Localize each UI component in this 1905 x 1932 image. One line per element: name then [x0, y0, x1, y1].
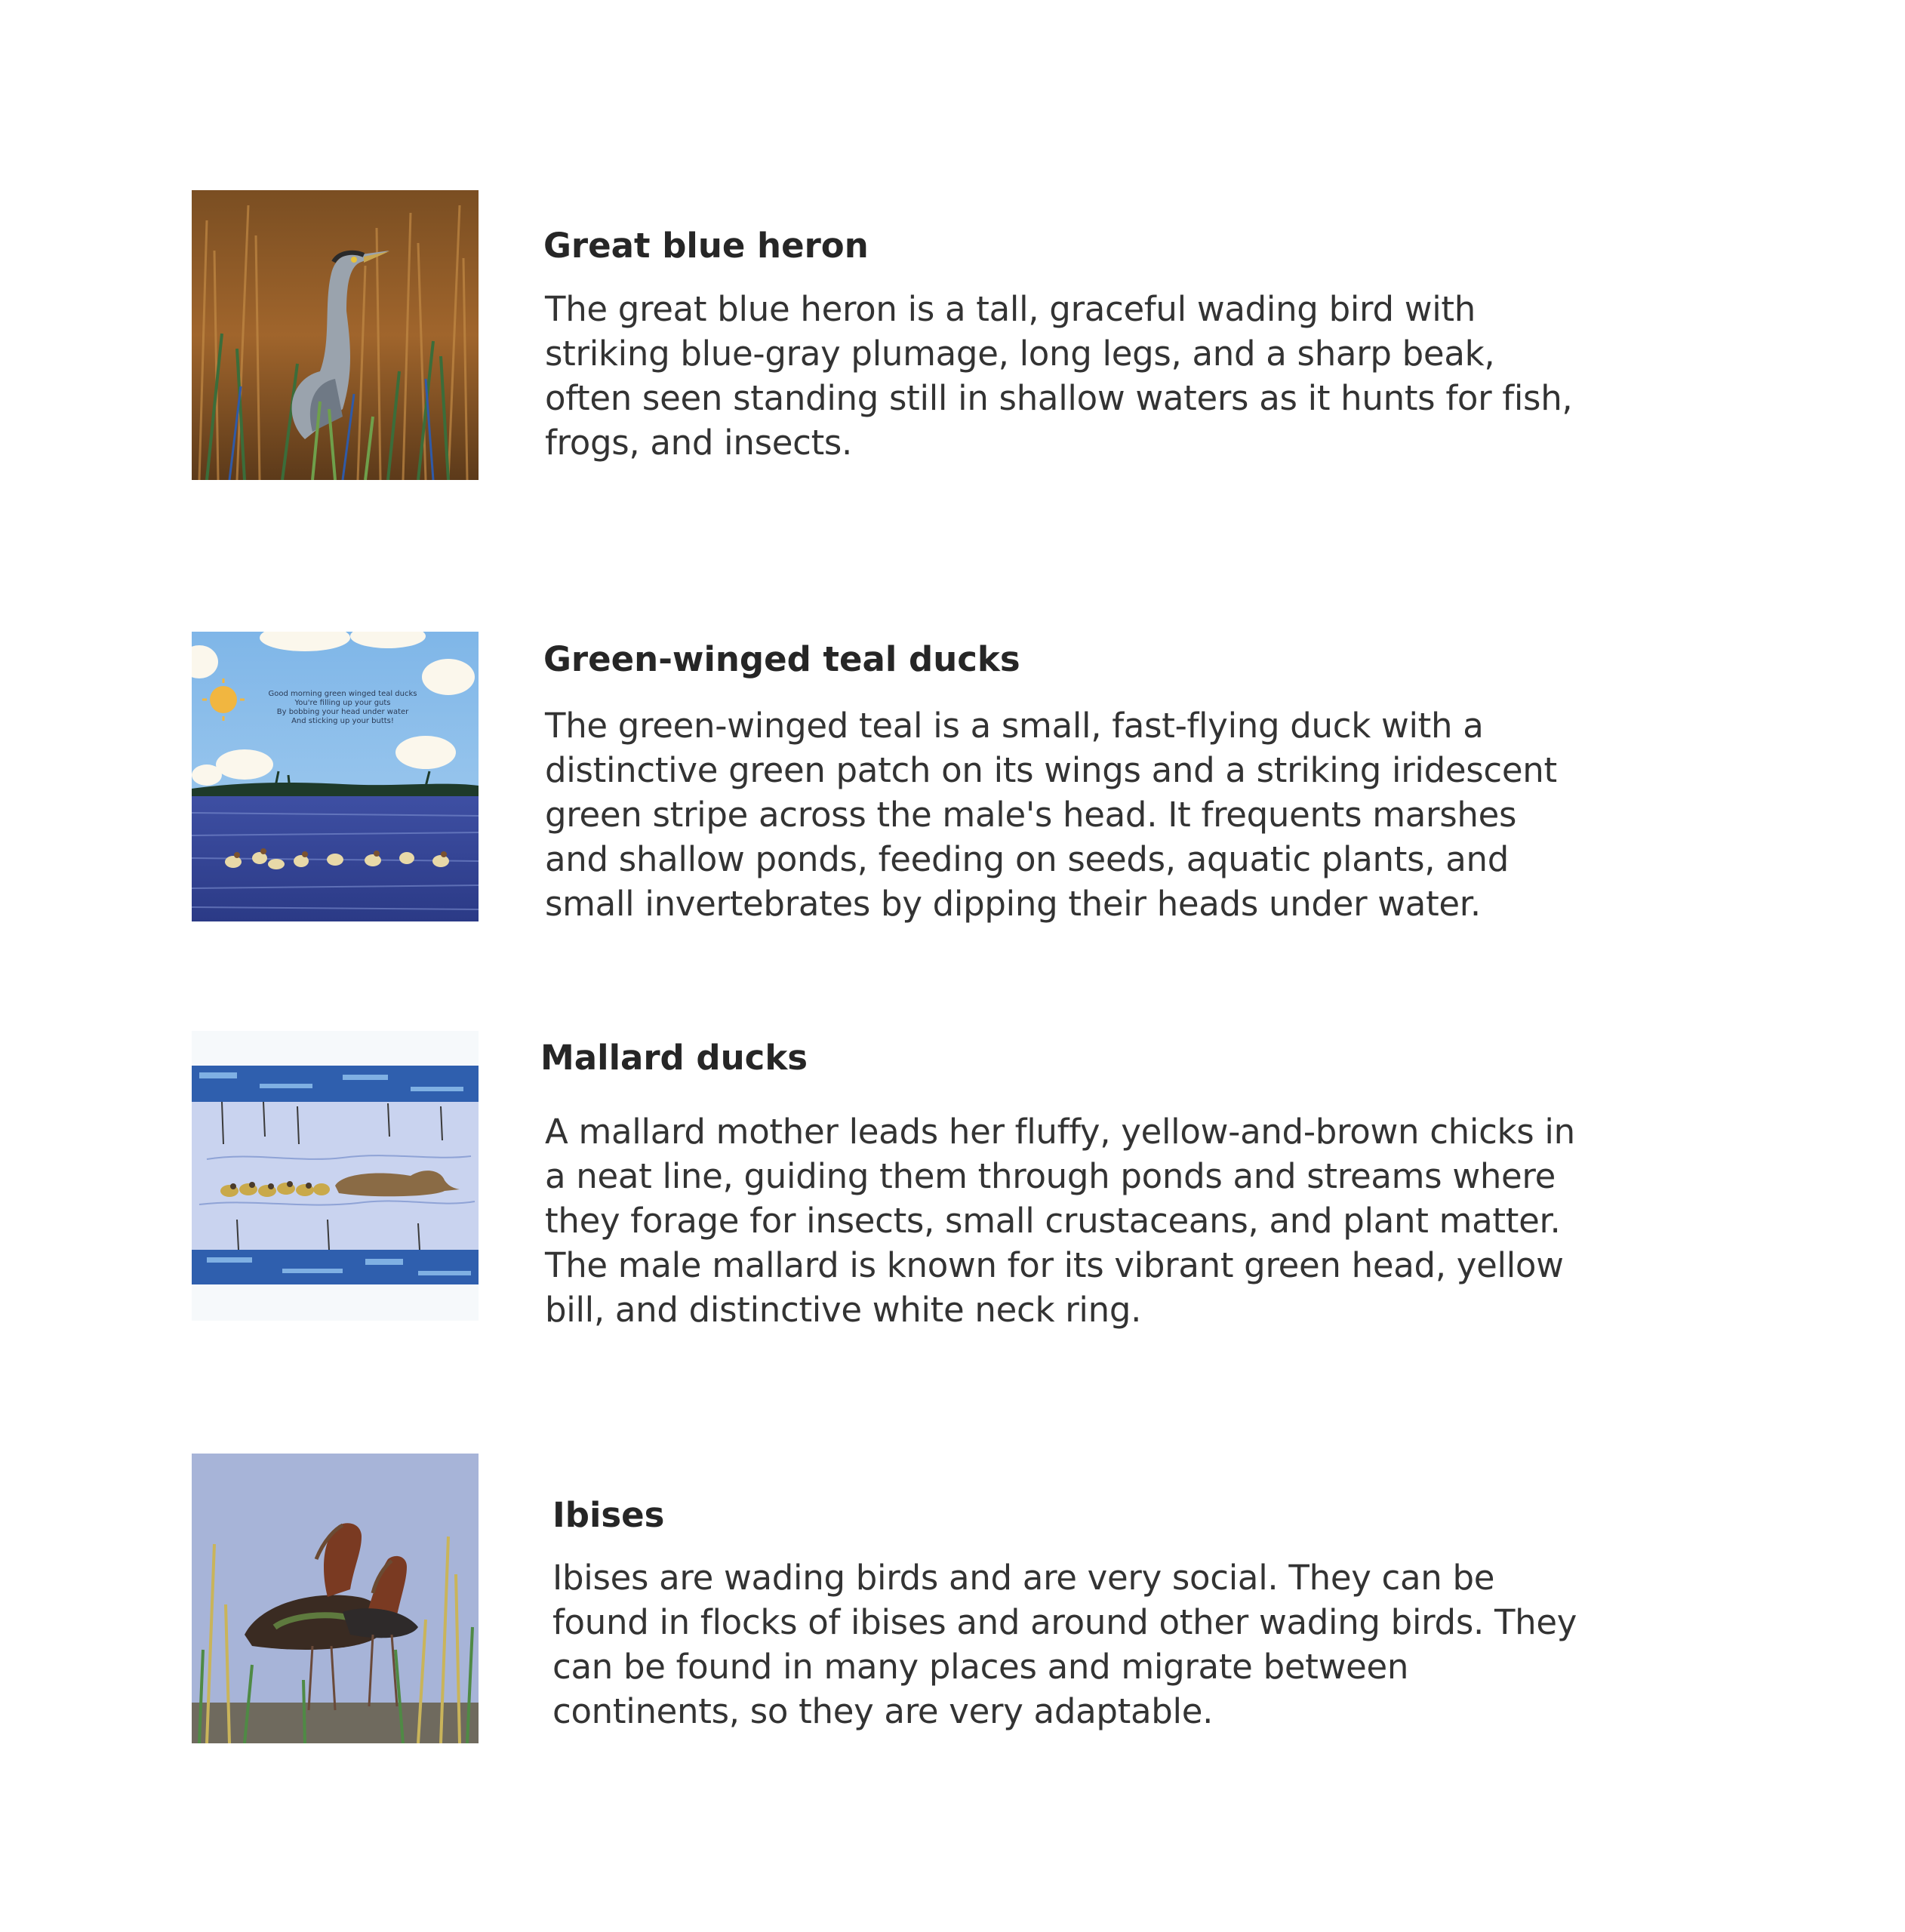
description-line: green stripe across the male's head. It frequents marshes	[545, 795, 1517, 835]
entry-title: Green-winged teal ducks	[543, 639, 1020, 679]
illustration-caption-line: You're filling up your guts	[294, 699, 391, 707]
description-line: striking blue-gray plumage, long legs, and a sharp beak,	[545, 334, 1495, 374]
heron-photo	[192, 190, 479, 480]
description-line: they forage for insects, small crustaceans, and plant matter.	[545, 1201, 1561, 1241]
illustration-caption-line: And sticking up your butts!	[291, 717, 394, 725]
entry-title: Ibises	[552, 1495, 665, 1535]
mallard-ducks-photo	[192, 1031, 479, 1321]
description-line: frogs, and insects.	[545, 423, 853, 463]
description-line: and shallow ponds, feeding on seeds, aquatic plants, and	[545, 839, 1509, 879]
entry-title: Mallard ducks	[540, 1038, 808, 1078]
illustration-caption-line: By bobbing your head under water	[276, 708, 409, 716]
description-line: often seen standing still in shallow waters as it hunts for fish,	[545, 378, 1573, 418]
description-line: A mallard mother leads her fluffy, yellow-and-brown chicks in	[545, 1112, 1575, 1152]
description-line: continents, so they are very adaptable.	[552, 1691, 1214, 1731]
entry-description	[545, 703, 1722, 926]
teal-ducks-illustration	[192, 632, 479, 921]
illustration-caption-line: Good morning green winged teal ducks	[268, 690, 417, 698]
description-line: can be found in many places and migrate between	[552, 1647, 1409, 1687]
description-line: Ibises are wading birds and are very social. They can be	[552, 1558, 1495, 1598]
entry-description	[545, 1109, 1722, 1332]
description-line: The green-winged teal is a small, fast-flying duck with a	[545, 706, 1484, 746]
description-line: distinctive green patch on its wings and a striking iridescent	[545, 750, 1557, 790]
description-line: bill, and distinctive white neck ring.	[545, 1290, 1142, 1330]
description-line: The great blue heron is a tall, graceful wading bird with	[545, 289, 1476, 329]
entry-description	[545, 287, 1722, 465]
description-line: small invertebrates by dipping their heads under water.	[545, 884, 1481, 924]
description-line: found in flocks of ibises and around other wading birds. They	[552, 1602, 1577, 1642]
description-line: The male mallard is known for its vibrant green head, yellow	[545, 1245, 1564, 1285]
description-line: a neat line, guiding them through ponds and streams where	[545, 1156, 1556, 1196]
ibises-photo	[192, 1454, 479, 1743]
entry-title: Great blue heron	[543, 226, 869, 266]
entry-description	[552, 1555, 1730, 1734]
